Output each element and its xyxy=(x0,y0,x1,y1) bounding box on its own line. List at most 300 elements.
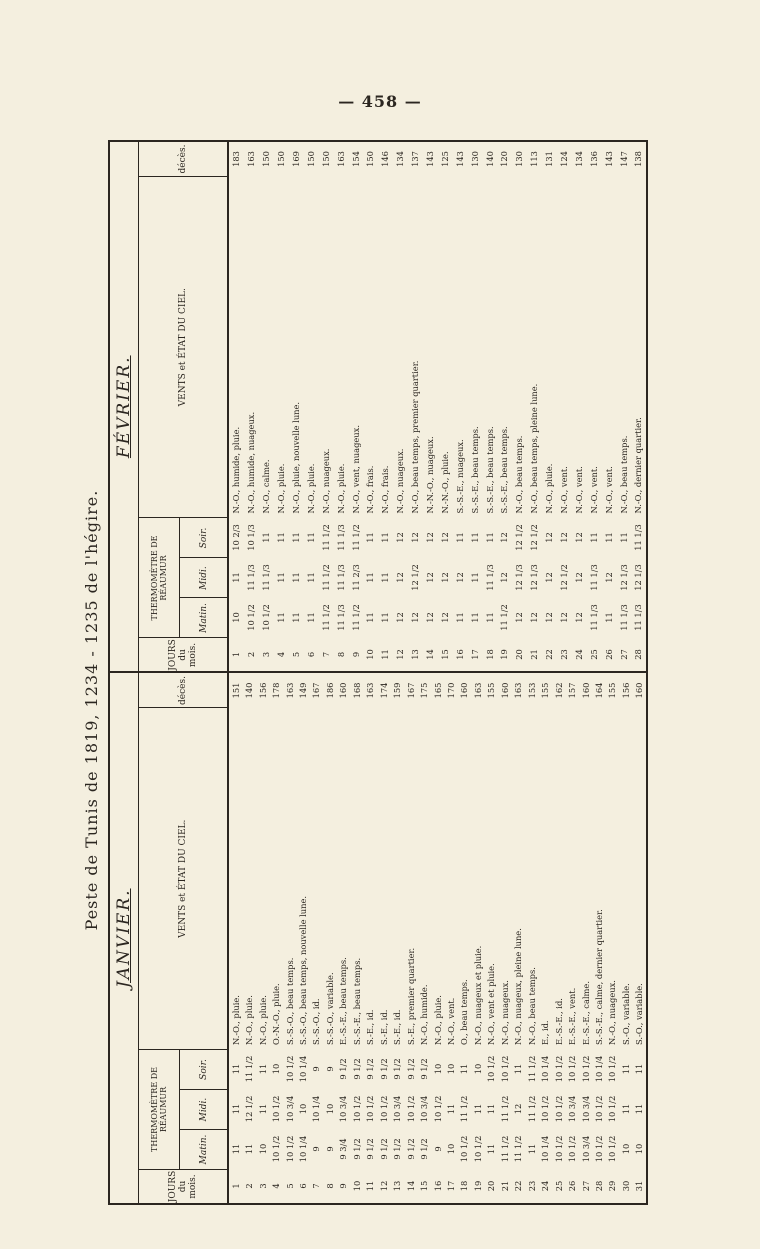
table-row xyxy=(586,142,601,672)
cell-deaths: 170 xyxy=(445,682,456,699)
cell-winds: N.-O., nuageux. xyxy=(499,980,510,1045)
cell-day: 18 xyxy=(484,649,495,660)
cell-midi: 12 xyxy=(603,572,614,583)
table-row xyxy=(437,142,452,672)
cell-midi: 11 1/2 xyxy=(526,1095,537,1123)
cell-matin: 10 1/2 xyxy=(607,1135,618,1163)
cell-matin: 11 xyxy=(291,612,301,623)
table-row xyxy=(631,142,646,672)
table-row xyxy=(606,674,619,1204)
cell-day: 30 xyxy=(620,1180,631,1192)
cell-day: 26 xyxy=(603,649,614,660)
cell-deaths: 150 xyxy=(305,151,316,167)
cell-midi: 10 1/2 xyxy=(365,1095,376,1123)
cell-midi: 11 1/3 xyxy=(246,564,257,591)
cell-winds: S.-S.-E., beau temps. xyxy=(351,957,362,1045)
table-row xyxy=(242,674,255,1204)
cell-winds: S.-O., variable. xyxy=(620,983,631,1045)
cell-soir: 11 xyxy=(291,532,301,543)
cell-day: 10 xyxy=(365,649,376,660)
cell-deaths: 167 xyxy=(311,682,322,699)
cell-winds: N.-O., vent. xyxy=(588,466,599,514)
cell-day: 10 xyxy=(351,1180,362,1192)
cell-day: 17 xyxy=(469,649,480,660)
table-row xyxy=(274,142,289,672)
cell-winds: N.-O., vent. xyxy=(573,466,584,514)
cell-midi: 11 xyxy=(305,572,316,583)
cell-winds: E.-S.-E., vent. xyxy=(567,987,578,1045)
cell-matin: 12 xyxy=(395,612,406,623)
table-row xyxy=(423,142,438,672)
cell-day: 8 xyxy=(324,1183,335,1189)
cell-soir: 9 1/2 xyxy=(338,1058,349,1080)
cell-soir: 11 xyxy=(380,532,391,543)
cell-midi: 12 1/3 xyxy=(633,564,644,591)
cell-deaths: 138 xyxy=(633,151,644,167)
cell-midi: 10 1/2 xyxy=(378,1095,389,1123)
cell-day: 26 xyxy=(567,1180,578,1192)
cell-matin: 9 1/2 xyxy=(365,1138,376,1160)
cell-midi: 11 xyxy=(257,1103,268,1115)
cell-deaths: 149 xyxy=(297,682,308,699)
table-row xyxy=(565,674,578,1204)
cell-deaths: 156 xyxy=(257,682,268,699)
table-row xyxy=(333,142,348,672)
cell-day: 27 xyxy=(618,649,629,660)
cell-day: 1 xyxy=(231,651,242,658)
cell-deaths: 120 xyxy=(499,151,510,167)
cell-midi: 11 xyxy=(230,1103,241,1115)
cell-deaths: 163 xyxy=(284,682,295,699)
cell-soir: 10 xyxy=(271,1063,282,1075)
cell-winds: N.-O., humide, nuageux. xyxy=(246,411,257,514)
cell-day: 11 xyxy=(365,1180,376,1192)
cell-deaths: 130 xyxy=(469,151,480,167)
cell-day: 9 xyxy=(350,651,361,658)
rotated-table-wrapper xyxy=(108,140,648,1205)
cell-midi: 11 xyxy=(276,572,287,583)
cell-matin: 10 1/2 xyxy=(472,1135,483,1163)
cell-deaths: 160 xyxy=(338,682,349,699)
cell-soir: 11 xyxy=(365,532,376,543)
cell-deaths: 156 xyxy=(620,682,631,699)
month-title: FÉVRIER. xyxy=(110,142,139,672)
cell-midi: 12 1/3 xyxy=(529,564,540,591)
cell-midi: 10 1/2 xyxy=(405,1095,416,1123)
cell-day: 6 xyxy=(305,651,316,658)
table-row xyxy=(289,142,304,672)
cell-soir: 11 xyxy=(257,1063,268,1075)
cell-matin: 12 xyxy=(529,612,540,623)
cell-soir: 9 1/2 xyxy=(392,1058,403,1080)
table-row xyxy=(601,142,616,672)
table-row xyxy=(404,674,417,1204)
cell-day: 2 xyxy=(246,651,257,658)
cell-winds: S.-E., id. xyxy=(378,1009,389,1045)
cell-soir: 11 xyxy=(513,1063,524,1075)
cell-day: 18 xyxy=(459,1180,470,1192)
cell-winds: S.-S.-E., beau temps. xyxy=(499,426,510,514)
cell-midi: 11 xyxy=(380,572,391,583)
cell-day: 15 xyxy=(439,649,450,660)
cell-deaths: 186 xyxy=(324,682,335,699)
cell-soir: 9 1/2 xyxy=(365,1058,376,1080)
cell-matin: 11 xyxy=(486,1143,497,1155)
cell-deaths: 140 xyxy=(244,682,255,699)
cell-day: 25 xyxy=(588,649,599,660)
cell-matin: 11 xyxy=(230,1143,241,1155)
cell-midi: 11 1/2 xyxy=(499,1095,510,1123)
table-row xyxy=(323,674,336,1204)
cell-day: 13 xyxy=(410,649,421,660)
cell-day: 5 xyxy=(291,651,301,658)
table-row xyxy=(579,674,592,1204)
cell-deaths: 150 xyxy=(261,151,272,167)
cell-winds: N.-O., vent. xyxy=(603,466,614,514)
cell-soir: 11 xyxy=(454,532,465,543)
cell-deaths: 159 xyxy=(392,682,403,699)
cell-matin: 10 1/2 xyxy=(271,1135,282,1163)
cell-winds: N.-N.-O., nuageux. xyxy=(425,436,436,514)
cell-matin: 10 xyxy=(231,612,242,623)
cell-midi: 10 1/2 xyxy=(351,1095,362,1123)
cell-midi: 11 xyxy=(469,572,480,583)
cell-winds: N.-O., pluie. xyxy=(305,463,316,514)
cell-midi: 11 2/3 xyxy=(350,564,361,591)
table-row xyxy=(408,142,423,672)
cell-matin: 11 1/2 xyxy=(320,604,331,631)
cell-deaths: 160 xyxy=(499,682,510,699)
cell-winds: E.-S.-E., id. xyxy=(553,998,564,1045)
table-row xyxy=(592,674,605,1204)
cell-soir: 11 1/2 xyxy=(526,1055,537,1083)
cell-soir: 11 xyxy=(618,532,629,543)
cell-midi: 12 xyxy=(499,572,510,583)
cell-soir: 11 xyxy=(634,1063,645,1075)
table-row xyxy=(269,674,282,1204)
cell-winds: N.-O., beau temps, premier quartier. xyxy=(410,360,421,514)
cell-winds: N.-O., pluie. xyxy=(230,995,241,1045)
cell-day: 28 xyxy=(593,1180,604,1192)
cell-matin: 10 xyxy=(634,1143,645,1155)
cell-deaths: 137 xyxy=(410,151,421,167)
cell-matin: 11 xyxy=(603,612,614,623)
table-header xyxy=(139,674,229,1204)
cell-midi: 12 xyxy=(544,572,555,583)
cell-soir: 11 xyxy=(305,532,316,543)
cell-winds: N.-O., pluie. xyxy=(544,463,555,514)
cell-day: 4 xyxy=(271,1183,282,1189)
cell-matin: 12 xyxy=(410,612,421,623)
cell-midi: 10 3/4 xyxy=(284,1095,295,1123)
cell-winds: N.-O., nuageux et pluie. xyxy=(472,945,483,1045)
cell-soir: 11 xyxy=(276,532,287,543)
cell-soir: 10 1/2 xyxy=(284,1055,295,1083)
cell-soir: 9 1/2 xyxy=(351,1058,362,1080)
page-title: Peste de Tunis de 1819, 1234 - 1235 de l'hégire. xyxy=(82,489,101,931)
cell-day: 28 xyxy=(633,649,644,660)
cell-matin: 9 1/2 xyxy=(351,1138,362,1160)
cell-winds: S.-S.-O., beau temps, nouvelle lune. xyxy=(297,895,308,1045)
cell-day: 29 xyxy=(607,1180,618,1192)
cell-day: 12 xyxy=(378,1180,389,1192)
header-thermometer xyxy=(139,518,227,638)
cell-matin: 11 xyxy=(380,612,391,623)
header-deaths: décès. xyxy=(178,144,188,174)
cell-day: 8 xyxy=(335,651,346,658)
cell-soir: 11 xyxy=(459,1063,470,1075)
cell-winds: N.-O., nuageux, pleine lune. xyxy=(513,928,524,1045)
cell-deaths: 163 xyxy=(365,682,376,699)
cell-deaths: 151 xyxy=(230,682,241,699)
table-row xyxy=(552,674,565,1204)
cell-soir: 12 xyxy=(395,532,406,543)
cell-midi: 10 3/4 xyxy=(567,1095,578,1123)
table-row xyxy=(498,674,511,1204)
cell-matin: 11 xyxy=(526,1143,537,1155)
cell-matin: 10 1/4 xyxy=(540,1135,551,1163)
table-row xyxy=(525,674,538,1204)
cell-day: 14 xyxy=(425,649,436,660)
cell-matin: 12 xyxy=(439,612,450,623)
cell-soir: 11 1/2 xyxy=(320,524,331,551)
cell-day: 6 xyxy=(297,1183,308,1189)
cell-matin: 11 1/3 xyxy=(618,604,629,631)
cell-matin: 9 xyxy=(311,1146,322,1152)
cell-day: 7 xyxy=(311,1183,322,1189)
cell-matin: 10 xyxy=(445,1143,456,1155)
cell-winds: N.-O., frais. xyxy=(380,465,391,514)
cell-day: 9 xyxy=(338,1183,349,1189)
cell-winds: N.-O., nuageux. xyxy=(395,448,406,514)
cell-soir: 10 xyxy=(472,1063,483,1075)
cell-winds: S.-S.-O., beau temps. xyxy=(284,957,295,1045)
cell-deaths: 175 xyxy=(419,682,430,699)
table-row xyxy=(378,142,393,672)
cell-midi: 12 xyxy=(439,572,450,583)
cell-midi: 11 xyxy=(365,572,376,583)
cell-soir: 10 1/2 xyxy=(567,1055,578,1083)
cell-winds: S.-S.-E., nuageux. xyxy=(454,439,465,514)
cell-deaths: 178 xyxy=(271,682,282,699)
cell-deaths: 113 xyxy=(529,151,540,167)
table-body xyxy=(229,674,646,1204)
cell-winds: N.-O., vent. xyxy=(559,466,570,514)
cell-matin: 9 3/4 xyxy=(338,1138,349,1160)
cell-soir: 10 xyxy=(432,1063,443,1075)
cell-midi: 10 3/4 xyxy=(392,1095,403,1123)
cell-winds: S.-O., variable. xyxy=(634,983,645,1045)
cell-matin: 11 xyxy=(276,612,287,623)
cell-deaths: 140 xyxy=(484,151,495,167)
table-row xyxy=(571,142,586,672)
cell-deaths: 150 xyxy=(276,151,287,167)
cell-day: 25 xyxy=(553,1180,564,1192)
cell-day: 2 xyxy=(244,1183,255,1189)
cell-winds: N.-O., dernier quartier. xyxy=(633,417,644,514)
cell-matin: 9 xyxy=(324,1146,335,1152)
cell-matin: 12 xyxy=(514,612,525,623)
cell-matin: 11 1/2 xyxy=(499,1135,510,1163)
cell-day: 19 xyxy=(499,649,510,660)
cell-winds: N.-O., humide. xyxy=(419,984,430,1045)
cell-soir: 10 1/2 xyxy=(580,1055,591,1083)
cell-matin: 9 1/2 xyxy=(378,1138,389,1160)
cell-matin: 10 1/2 xyxy=(261,604,272,631)
cell-midi: 12 1/2 xyxy=(410,564,421,591)
cell-soir: 11 1/3 xyxy=(335,524,346,551)
cell-winds: S.-S.-E., beau temps. xyxy=(484,426,495,514)
cell-deaths: 163 xyxy=(335,151,346,167)
cell-winds: N.-O., pluie. xyxy=(432,995,443,1045)
table-row xyxy=(350,674,363,1204)
cell-soir: 11 xyxy=(469,532,480,543)
table-row xyxy=(283,674,296,1204)
cell-winds: N.-O., beau temps. xyxy=(618,435,629,514)
cell-matin: 11 1/3 xyxy=(335,604,346,631)
table-row xyxy=(256,674,269,1204)
cell-day: 3 xyxy=(261,651,272,658)
cell-winds: N.-O., nuageux. xyxy=(320,448,331,514)
header-soir: Soir. xyxy=(198,1059,209,1080)
cell-soir: 12 1/2 xyxy=(514,524,525,551)
cell-soir: 10 1/2 xyxy=(553,1055,564,1083)
cell-deaths: 157 xyxy=(567,682,578,699)
cell-matin: 10 1/4 xyxy=(297,1135,308,1163)
cell-deaths: 150 xyxy=(320,151,331,167)
cell-winds: N.-N.-O., pluie. xyxy=(439,451,450,514)
cell-winds: E.-S.-E., calme. xyxy=(580,981,591,1045)
table-row xyxy=(485,674,498,1204)
cell-midi: 12 1/2 xyxy=(559,564,570,591)
cell-midi: 12 xyxy=(395,572,406,583)
cell-deaths: 147 xyxy=(618,151,629,167)
cell-midi: 11 1/3 xyxy=(335,564,346,591)
table-row xyxy=(512,674,525,1204)
table-row xyxy=(390,674,403,1204)
cell-midi: 10 1/2 xyxy=(432,1095,443,1123)
cell-matin: 9 1/2 xyxy=(392,1138,403,1160)
cell-midi: 10 1/2 xyxy=(593,1095,604,1123)
page-number: — 458 — xyxy=(338,92,422,111)
header-deaths: décès. xyxy=(178,676,188,705)
cell-matin: 11 xyxy=(484,612,495,623)
cell-winds: S.-S.-E., beau temps. xyxy=(469,426,480,514)
table-row xyxy=(229,674,242,1204)
cell-day: 14 xyxy=(405,1180,416,1192)
cell-soir: 11 xyxy=(261,532,272,543)
cell-deaths: 143 xyxy=(603,151,614,167)
cell-deaths: 165 xyxy=(432,682,443,699)
cell-winds: N.-O., vent. xyxy=(445,997,456,1045)
table-row xyxy=(393,142,408,672)
cell-midi: 11 xyxy=(634,1103,645,1115)
month-february xyxy=(110,142,646,672)
cell-matin: 10 3/4 xyxy=(580,1135,591,1163)
header-day: JOURS du mois. xyxy=(139,1169,227,1203)
cell-midi: 12 1/3 xyxy=(618,564,629,591)
cell-deaths: 160 xyxy=(580,682,591,699)
cell-day: 7 xyxy=(320,651,331,658)
cell-winds: N.-O., vent, nuageux. xyxy=(350,425,361,514)
cell-day: 15 xyxy=(419,1180,430,1192)
cell-deaths: 183 xyxy=(231,151,242,167)
header-thermometer xyxy=(139,1049,227,1169)
cell-deaths: 146 xyxy=(380,151,391,167)
cell-day: 11 xyxy=(380,649,391,660)
cell-matin: 12 xyxy=(573,612,584,623)
cell-deaths: 143 xyxy=(425,151,436,167)
cell-deaths: 125 xyxy=(439,151,450,167)
cell-winds: S.-S.-E., calme, dernier quartier. xyxy=(593,909,604,1045)
cell-soir: 12 xyxy=(439,532,450,543)
cell-winds: N.-O., pluie. xyxy=(244,995,255,1045)
cell-matin: 11 xyxy=(469,612,480,623)
cell-deaths: 169 xyxy=(291,151,301,167)
table-row xyxy=(348,142,363,672)
cell-midi: 10 1/2 xyxy=(540,1095,551,1123)
cell-day: 4 xyxy=(276,651,287,658)
cell-deaths: 155 xyxy=(486,682,497,699)
cell-winds: N.-O., humide, pluie. xyxy=(231,426,242,514)
cell-day: 21 xyxy=(529,649,540,660)
cell-midi: 11 1/3 xyxy=(484,564,495,591)
cell-deaths: 130 xyxy=(514,151,525,167)
cell-soir: 10 1/2 xyxy=(607,1055,618,1083)
cell-soir: 10 1/4 xyxy=(593,1055,604,1083)
cell-soir: 12 xyxy=(410,532,421,543)
cell-day: 24 xyxy=(540,1180,551,1192)
cell-matin: 11 xyxy=(305,612,316,623)
cell-deaths: 174 xyxy=(378,682,389,699)
cell-deaths: 163 xyxy=(513,682,524,699)
cell-deaths: 168 xyxy=(351,682,362,699)
cell-midi: 12 xyxy=(454,572,465,583)
cell-soir: 10 2/3 xyxy=(231,524,242,551)
header-day: JOURS du mois. xyxy=(139,638,227,672)
cell-matin: 12 xyxy=(544,612,555,623)
cell-matin: 11 xyxy=(365,612,376,623)
cell-winds: E., id. xyxy=(540,1020,551,1045)
cell-deaths: 160 xyxy=(634,682,645,699)
cell-midi: 10 1/2 xyxy=(271,1095,282,1123)
cell-winds: S.-S.-O., variable. xyxy=(324,972,335,1045)
table-row xyxy=(259,142,274,672)
header-thermo-title: THERMOMÈTRE DE RÉAUMUR xyxy=(139,519,180,638)
weather-plague-table xyxy=(108,140,648,1205)
cell-soir: 10 xyxy=(445,1063,456,1075)
cell-day: 31 xyxy=(634,1180,645,1192)
header-thermo-title: THERMOMÈTRE DE RÉAUMUR xyxy=(139,1050,180,1169)
cell-matin: 11 1/3 xyxy=(633,604,644,631)
cell-deaths: 167 xyxy=(405,682,416,699)
cell-soir: 12 xyxy=(573,532,584,543)
header-matin: Matin. xyxy=(180,1129,227,1169)
header-midi: Midi. xyxy=(180,1089,227,1129)
cell-day: 20 xyxy=(486,1180,497,1192)
table-row xyxy=(527,142,542,672)
cell-winds: N.-O., vent et pluie. xyxy=(486,963,497,1045)
table-row xyxy=(431,674,444,1204)
cell-day: 22 xyxy=(513,1180,524,1192)
table-row xyxy=(482,142,497,672)
cell-midi: 10 3/4 xyxy=(419,1095,430,1123)
header-winds: VENTS et ÉTAT DU CIEL. xyxy=(139,708,227,1050)
cell-matin: 9 xyxy=(432,1146,443,1152)
cell-soir: 11 1/2 xyxy=(350,524,361,551)
cell-winds: O.-N.-O., pluie. xyxy=(271,983,282,1045)
table-row xyxy=(244,142,259,672)
